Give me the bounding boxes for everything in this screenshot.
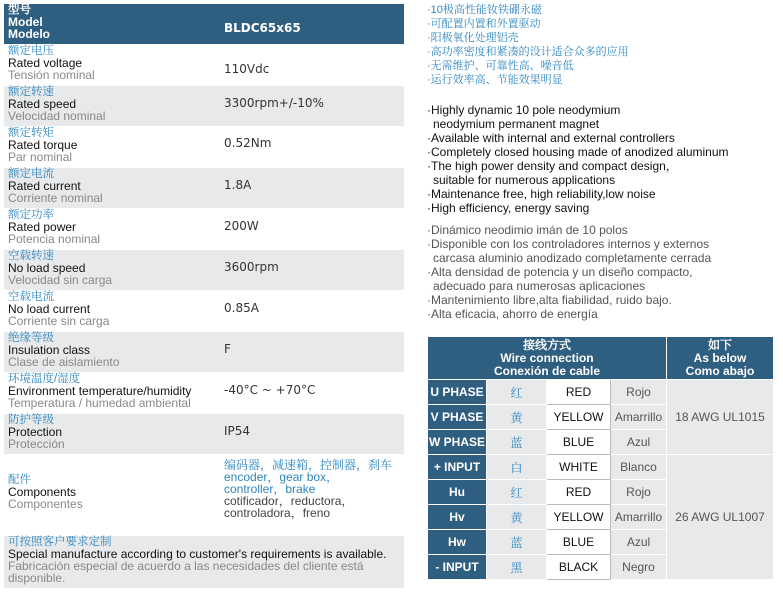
spec-label-cn: 额定转矩 xyxy=(8,127,54,139)
custom-en: Special manufacture according to customer's requirements is available. xyxy=(8,547,387,561)
feature-item: ·Available with internal and external controllers xyxy=(427,131,675,145)
wire-color-cn: 黄 xyxy=(487,505,547,530)
wire-phase: W PHASE xyxy=(428,430,487,455)
spec-label-cn: 额定转速 xyxy=(8,86,54,98)
wire-color-en: RED xyxy=(547,380,611,405)
spec-label-en: Rated current xyxy=(8,179,81,193)
spec-row-components xyxy=(4,455,404,536)
wire-color-cn: 红 xyxy=(487,480,547,505)
custom-es: Fabricación especial de acuerdo a las necesidades del cliente está xyxy=(8,559,364,573)
components-value-es: cotificador，reductora， xyxy=(224,494,354,508)
spec-label-cn: 绝缘等级 xyxy=(8,332,54,344)
wire-color-es: Amarrillo xyxy=(611,505,667,530)
wire-phase: U PHASE xyxy=(428,380,487,405)
wire-phase: Hw xyxy=(428,530,487,555)
spec-label-es: Temperatura / humedad ambiental xyxy=(8,396,191,410)
feature-item: carcasa aluminio anodizado completamente cerrada xyxy=(433,251,712,265)
spec-label-en: Rated torque xyxy=(8,138,78,152)
spec-value: 200W xyxy=(224,219,259,233)
feature-item: neodymium permanent magnet xyxy=(433,117,600,131)
wire-color-cn: 蓝 xyxy=(487,430,547,455)
components-value-cn: 编码器，减速箱，控制器，刹车 xyxy=(224,458,393,472)
wiring-row xyxy=(428,455,774,480)
feature-item: ·Alta eficacia, ahorro de energía xyxy=(427,307,598,321)
spec-row xyxy=(4,168,404,209)
feature-item: suitable for numerous applications xyxy=(433,173,616,187)
spec-label-es: Componentes xyxy=(8,497,83,511)
wiring-header-es: Conexión de cable xyxy=(493,363,601,378)
wire-phase: - INPUT xyxy=(428,555,487,580)
wiring-row xyxy=(428,380,774,405)
wire-color-en: WHITE xyxy=(547,455,611,480)
feature-item: ·高功率密度和紧凑的设计适合众多的应用 xyxy=(427,46,629,58)
feature-item: ·无需维护、可靠性高、噪音低 xyxy=(427,60,574,72)
feature-item: ·运行效率高、节能效果明显 xyxy=(427,74,563,86)
spec-row xyxy=(4,209,404,250)
spec-value: F xyxy=(224,342,231,356)
spec-header-en: Model xyxy=(8,15,43,29)
wire-color-en: YELLOW xyxy=(547,405,611,430)
components-value-es: controladora，freno xyxy=(224,506,331,520)
spec-label-es: Protección xyxy=(8,437,65,451)
spec-row xyxy=(4,373,404,414)
wire-phase: Hv xyxy=(428,505,487,530)
spec-value: 0.52Nm xyxy=(224,136,272,150)
spec-value: 3300rpm+/-10% xyxy=(224,96,324,110)
spec-label-en: Rated voltage xyxy=(8,56,83,70)
spec-row xyxy=(4,45,404,86)
wire-color-es: Amarrillo xyxy=(611,405,667,430)
spec-header-value: BLDC65x65 xyxy=(224,21,301,35)
feature-item: ·10极高性能钕铁硼永磁 xyxy=(427,4,542,16)
spec-label-en: Components xyxy=(8,485,77,499)
wire-color-cn: 白 xyxy=(487,455,547,480)
wiring-header-en: Wire connection xyxy=(500,350,594,365)
spec-value: 3600rpm xyxy=(224,260,279,274)
spec-label-en: Environment temperature/humidity xyxy=(8,384,192,398)
custom-cn: 可按照客户要求定制 xyxy=(8,536,112,548)
wire-color-es: Blanco xyxy=(611,455,667,480)
wire-color-es: Azul xyxy=(611,430,667,455)
wire-phase: Hu xyxy=(428,480,487,505)
spec-table xyxy=(4,4,404,589)
features-en xyxy=(427,103,729,215)
custom-es: disponible. xyxy=(8,571,66,585)
spec-label-en: Rated power xyxy=(8,220,77,234)
feature-item: ·Highly dynamic 10 pole neodymium xyxy=(427,103,621,117)
wire-phase: + INPUT xyxy=(428,455,487,480)
feature-item: ·Alta densidad de potencia y un diseño compacto, xyxy=(427,265,693,279)
wire-color-cn: 红 xyxy=(487,380,547,405)
features-es xyxy=(427,223,711,321)
spec-row xyxy=(4,86,404,127)
spec-label-en: No load current xyxy=(8,302,91,316)
feature-item: ·Dinámico neodimio imán de 10 polos xyxy=(427,223,628,237)
spec-label-cn: 空载转速 xyxy=(8,250,54,262)
wire-color-en: RED xyxy=(547,480,611,505)
spec-label-es: Tensión nominal xyxy=(8,68,95,82)
spec-header-row xyxy=(4,4,404,45)
spec-label-cn: 环境温度/湿度 xyxy=(8,373,81,385)
spec-label-en: Insulation class xyxy=(8,343,91,357)
spec-header-es: Modelo xyxy=(8,27,50,41)
spec-label-cn: 额定电压 xyxy=(8,45,54,57)
spec-row xyxy=(4,332,404,373)
spec-value: 0.85A xyxy=(224,301,259,315)
components-value-en: encoder，gear box， xyxy=(224,470,339,484)
spec-label-en: Protection xyxy=(8,425,63,439)
wiring-side-header xyxy=(667,337,774,380)
spec-row xyxy=(4,250,404,291)
spec-value: IP54 xyxy=(224,424,251,438)
spec-label-es: Clase de aislamiento xyxy=(8,355,120,369)
spec-row xyxy=(4,414,404,455)
wire-color-en: BLACK xyxy=(547,555,611,580)
spec-label-cn: 防护等级 xyxy=(8,414,54,426)
spec-value: 110Vdc xyxy=(224,62,270,76)
spec-label-cn: 配件 xyxy=(8,474,31,486)
spec-label-cn: 额定功率 xyxy=(8,209,54,221)
spec-label-cn: 额定电流 xyxy=(8,168,54,180)
wire-color-es: Rojo xyxy=(611,380,667,405)
spec-label-cn: 空载电流 xyxy=(8,291,54,303)
wire-color-cn: 黑 xyxy=(487,555,547,580)
feature-item: ·Disponible con los controladores internos y externos xyxy=(427,237,710,251)
feature-item: ·High efficiency, energy saving xyxy=(427,201,590,215)
feature-item: ·The high power density and compact design， xyxy=(427,159,678,173)
wire-gauge-signal: 26 AWG UL1007 xyxy=(667,455,774,580)
spec-row-custom xyxy=(4,536,404,589)
feature-item: ·Mantenimiento libre,alta fiabilidad, ruido bajo. xyxy=(427,293,672,307)
wire-color-en: BLUE xyxy=(547,530,611,555)
spec-row xyxy=(4,291,404,332)
wiring-side-en: As below xyxy=(693,350,747,365)
spec-header-cn: 型号 xyxy=(8,4,31,16)
components-value-en: controller，brake xyxy=(224,482,316,496)
wire-color-es: Azul xyxy=(611,530,667,555)
spec-label-es: Corriente sin carga xyxy=(8,314,110,328)
spec-label-es: Par nominal xyxy=(8,150,73,164)
feature-item: adecuado para numerosas aplicaciones xyxy=(433,279,646,293)
wiring-header xyxy=(428,337,667,380)
wire-color-en: BLUE xyxy=(547,430,611,455)
wire-color-es: Rojo xyxy=(611,480,667,505)
wiring-side-es: Como abajo xyxy=(685,363,755,378)
feature-item: ·Completely closed housing made of anodized aluminum xyxy=(427,145,729,159)
feature-item: ·阳极氧化处理铝壳 xyxy=(427,32,519,44)
spec-row xyxy=(4,127,404,168)
wiring-header-cn: 接线方式 xyxy=(522,337,571,352)
wire-phase: V PHASE xyxy=(428,405,487,430)
spec-label-en: Rated speed xyxy=(8,97,77,111)
spec-label-es: Potencia nominal xyxy=(8,232,101,246)
spec-label-es: Velocidad nominal xyxy=(8,109,106,123)
feature-item: ·可配置内置和外置驱动 xyxy=(427,18,541,30)
spec-label-es: Velocidad sin carga xyxy=(8,273,113,287)
wire-color-en: YELLOW xyxy=(547,505,611,530)
wiring-side-cn: 如下 xyxy=(707,337,732,352)
wire-color-es: Negro xyxy=(611,555,667,580)
wire-color-cn: 蓝 xyxy=(487,530,547,555)
wire-color-cn: 黄 xyxy=(487,405,547,430)
spec-label-es: Corriente nominal xyxy=(8,191,103,205)
spec-value: -40°C ~ +70°C xyxy=(224,383,316,397)
spec-label-en: No load speed xyxy=(8,261,86,275)
feature-item: ·Maintenance free, high reliability,low noise xyxy=(427,187,656,201)
wiring-table xyxy=(427,336,774,580)
spec-value: 1.8A xyxy=(224,178,252,192)
features-cn xyxy=(427,3,629,87)
wire-gauge-power: 18 AWG UL1015 xyxy=(667,380,774,455)
